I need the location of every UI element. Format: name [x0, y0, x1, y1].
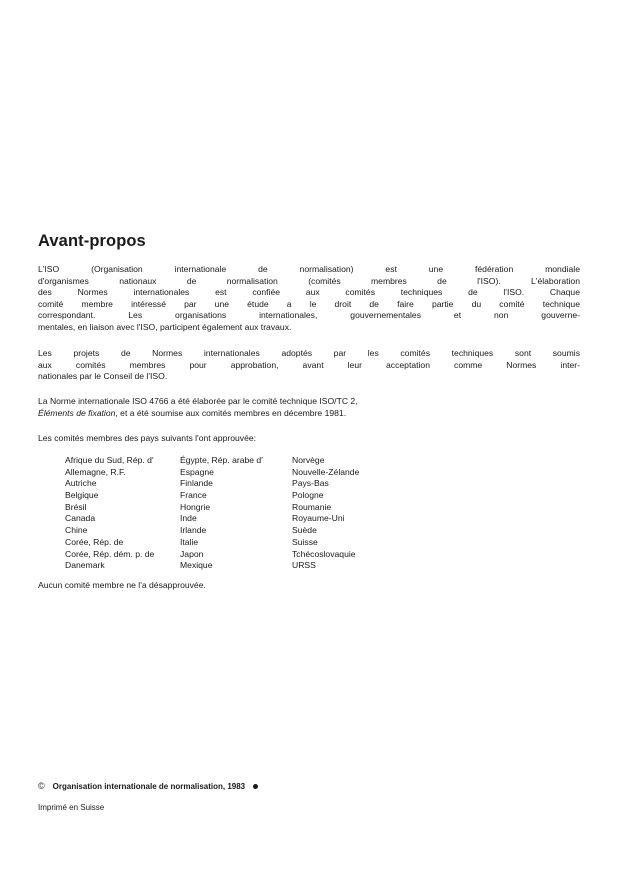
text-line: mentales, en liaison avec l'ISO, participent également aux travaux. [38, 321, 292, 332]
country-item: Suisse [292, 536, 318, 547]
country-item: Égypte, Rép. arabe d' [180, 455, 263, 465]
committee-title: Éléments de fixation [38, 407, 116, 418]
approval-intro [38, 433, 580, 445]
text-line: des Normes internationales est confiée aux comités techniques de l'ISO. Chaque [38, 287, 580, 298]
disapproval-statement [38, 580, 580, 592]
country-item: Italie [180, 536, 199, 547]
copyright-icon: © [38, 781, 45, 791]
country-item: Afrique du Sud, Rép. d' [65, 455, 154, 465]
country-item: Chine [65, 525, 88, 536]
text-line: d'organismes nationaux de normalisation (comités membres de l'ISO). L'élaboration [38, 275, 580, 286]
text-line: La Norme internationale ISO 4766 a été élaborée par le comité technique ISO/TC 2, [38, 396, 358, 406]
text-line: L'ISO (Organisation internationale de normalisation) est une fédération mondiale [38, 264, 580, 274]
bullet-icon [253, 784, 258, 789]
text-line: aux comités membres pour approbation, avant leur acceptation comme Normes inter- [38, 359, 580, 370]
country-item: Roumanie [292, 501, 332, 512]
country-item: Canada [65, 513, 96, 524]
country-item: Danemark [65, 560, 105, 571]
country-item: Nouvelle-Zélande [292, 466, 360, 477]
text-line: nationales par le Conseil de l'ISO. [38, 371, 168, 382]
country-item: Royaume-Uni [292, 513, 345, 524]
countries-column-3 [292, 455, 359, 572]
copyright-notice [38, 781, 258, 791]
text-line [38, 408, 580, 420]
countries-column-2 [180, 455, 263, 572]
country-item: France [180, 490, 207, 501]
country-item: Brésil [65, 501, 87, 512]
text-line: comité membre intéressé par une étude a le droit de faire partie du comité technique [38, 298, 580, 309]
country-item: Mexique [180, 560, 213, 571]
country-item: Espagne [180, 466, 214, 477]
country-item: Pays-Bas [292, 478, 329, 489]
country-item: Pologne [292, 490, 324, 501]
text-line-rest: , et a été soumise aux comités membres en décembre 1981. [115, 407, 347, 418]
copyright-organisation: Organisation internationale de normalisation, 1983 [52, 782, 246, 791]
country-item: Autriche [65, 478, 97, 489]
text-line: Aucun comité membre ne l'a désapprouvée. [38, 580, 206, 590]
text-line: Les comités membres des pays suivants l'ont approuvée: [38, 433, 257, 443]
country-item: Japon [180, 548, 204, 559]
page-title: Avant-propos [38, 232, 146, 250]
country-item: Corée, Rép. de [65, 536, 124, 547]
text-line: Les projets de Normes internationales adoptés par les comités techniques sont soumis [38, 348, 580, 358]
country-item: Belgique [65, 490, 99, 501]
country-item: Norvège [292, 455, 325, 465]
country-item: Allemagne, R.F. [65, 466, 126, 477]
foreword-paragraph-2 [38, 348, 580, 383]
country-item: Irlande [180, 525, 207, 536]
country-item: Tchécoslovaquie [292, 548, 356, 559]
country-item: Corée, Rép. dém. p. de [65, 548, 155, 559]
country-item: Finlande [180, 478, 213, 489]
country-item: URSS [292, 560, 316, 571]
country-item: Hongrie [180, 501, 211, 512]
printed-in-notice: Imprimé en Suisse [38, 803, 105, 812]
foreword-paragraph-3 [38, 396, 580, 419]
text-line: correspondant. Les organisations internationales, gouvernementales et non gouverne- [38, 310, 580, 321]
countries-column-1 [65, 455, 154, 572]
country-item: Inde [180, 513, 197, 524]
country-item: Suède [292, 525, 317, 536]
foreword-paragraph-1 [38, 264, 580, 334]
